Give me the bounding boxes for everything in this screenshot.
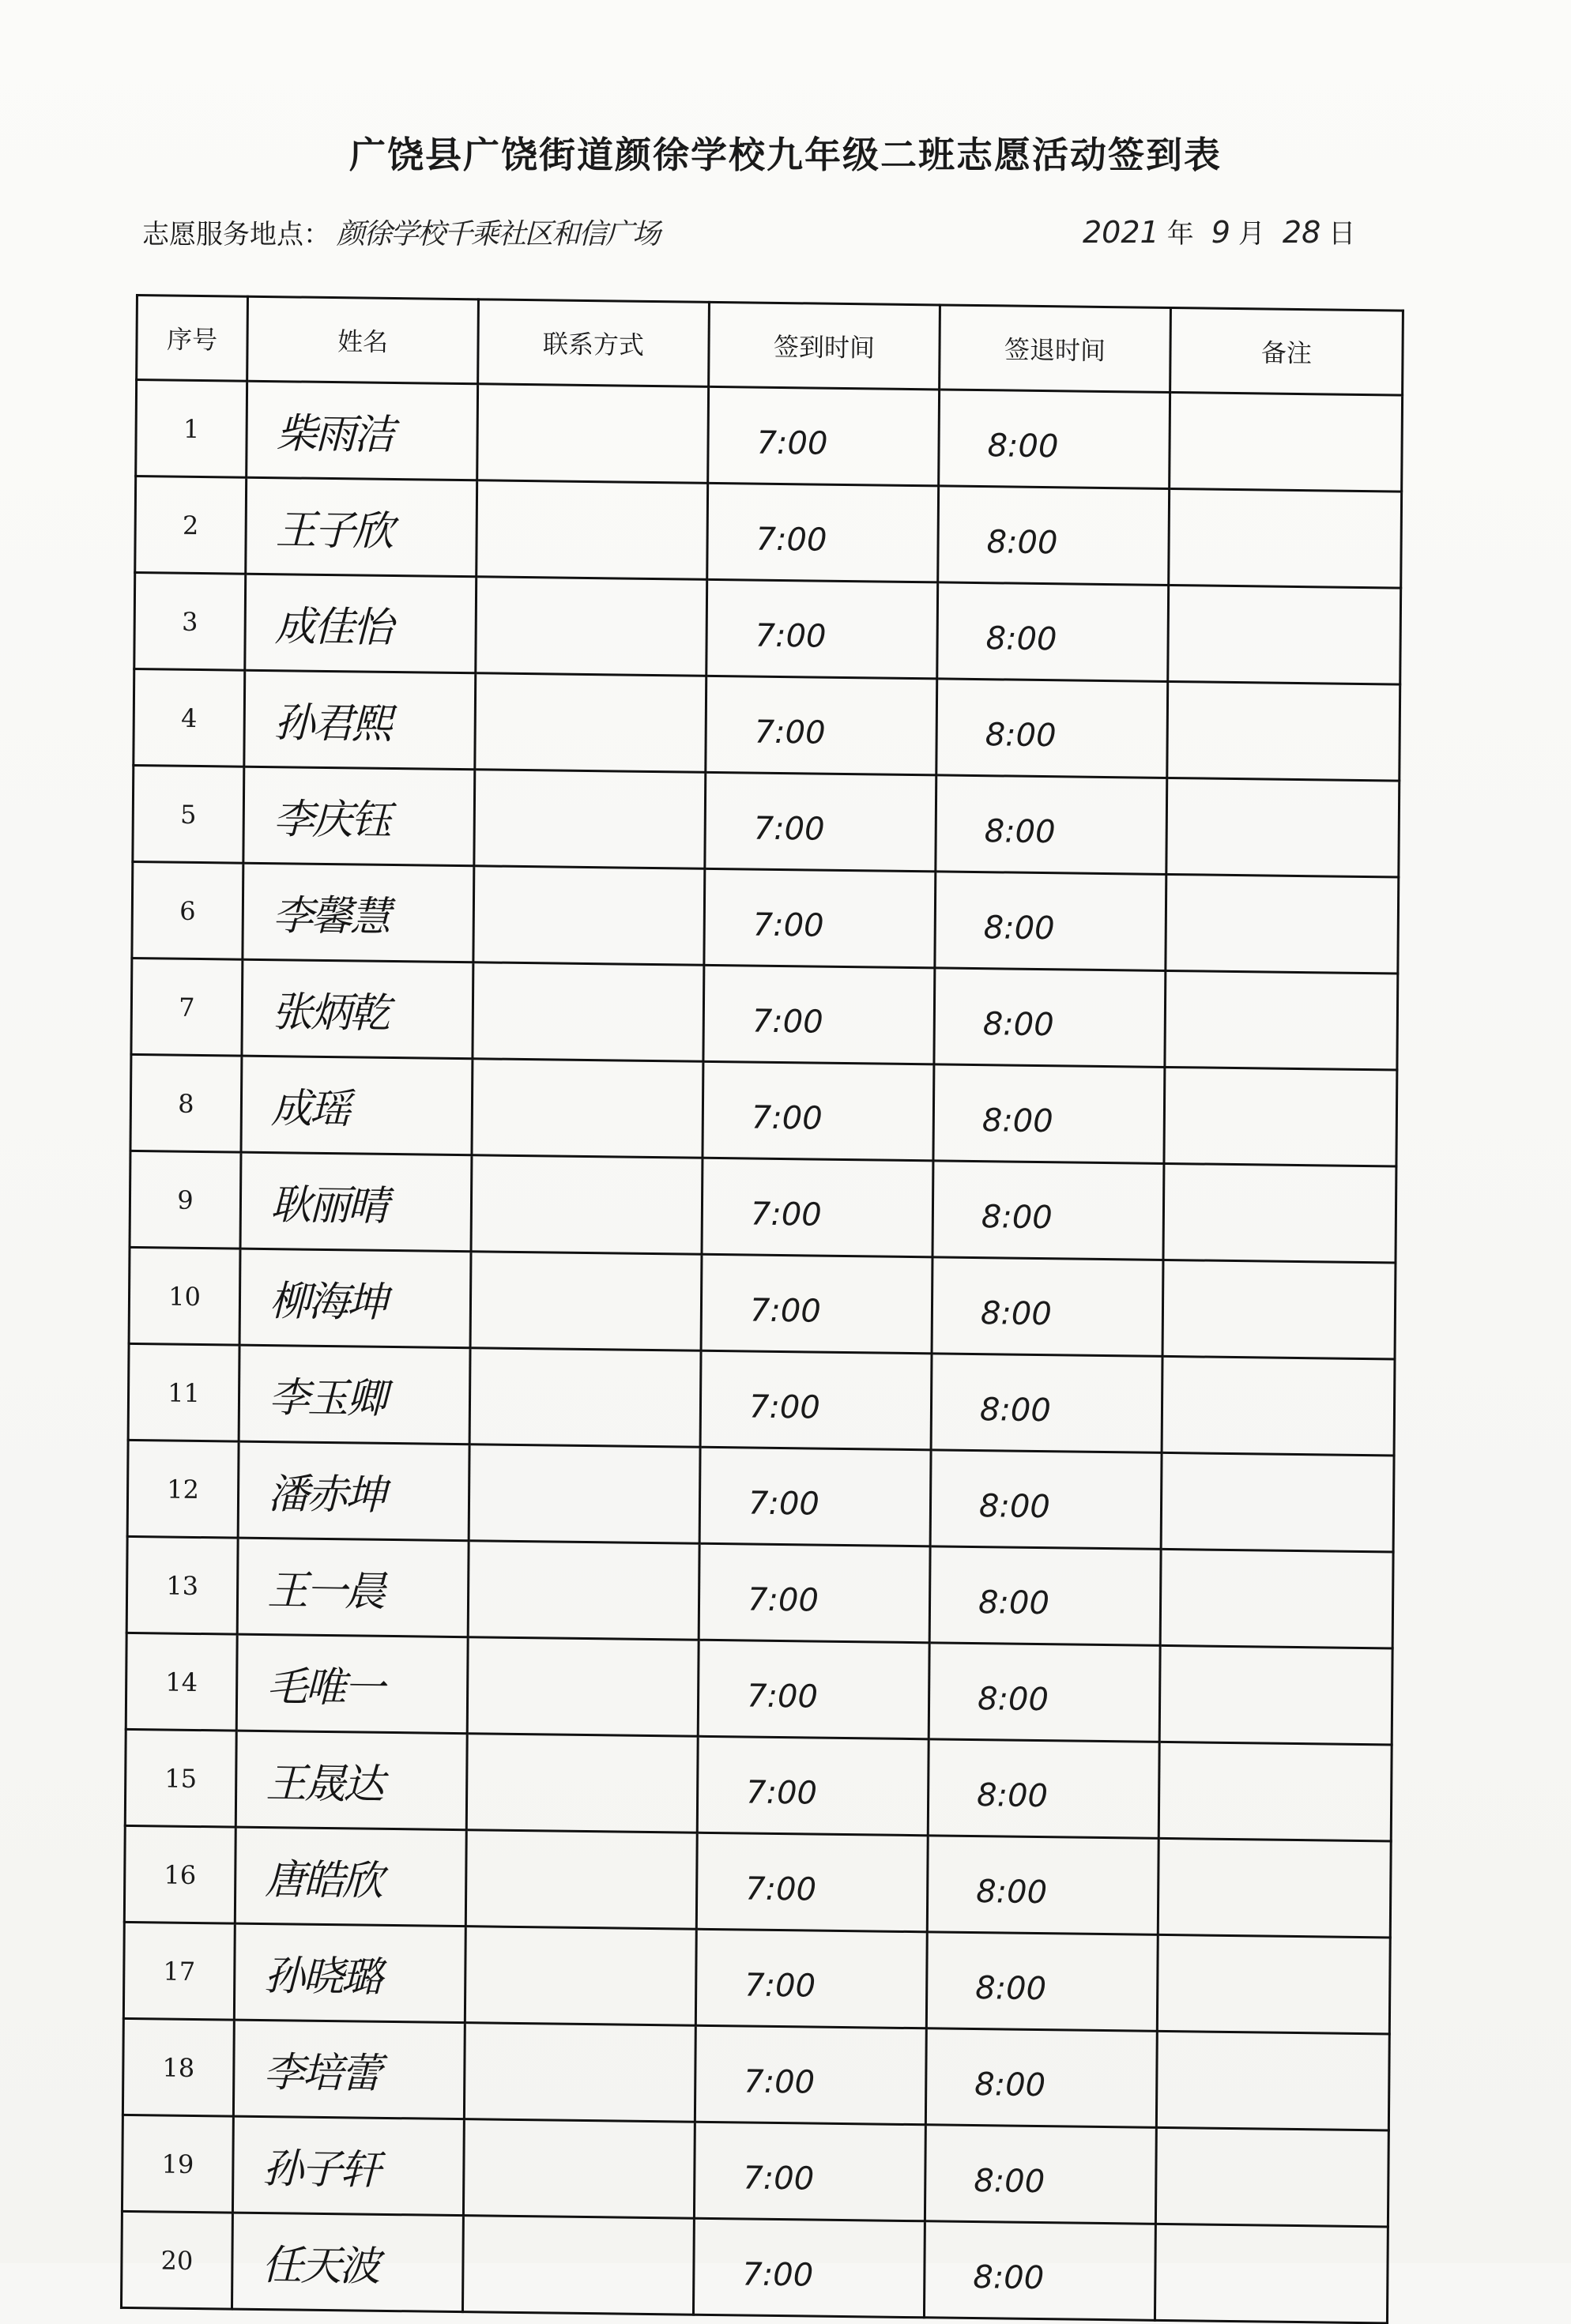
row-note <box>1155 2127 1388 2227</box>
date-day-unit: 日 <box>1328 218 1356 250</box>
row-name: 王晟达 <box>235 1731 467 1830</box>
row-name: 李培蕾 <box>233 2020 465 2119</box>
location-line <box>142 212 659 252</box>
row-note <box>1157 1934 1390 2034</box>
row-contact <box>477 384 709 484</box>
location-value: 颜徐学校千乘社区和信广场 <box>337 218 660 250</box>
column-header-note: 备注 <box>1170 307 1403 395</box>
row-sign-out-time: 8:00 <box>931 1354 1162 1453</box>
row-number: 9 <box>130 1151 241 1249</box>
row-sign-in-time: 7:00 <box>696 1832 928 1932</box>
table-row <box>126 1633 1392 1745</box>
row-sign-out-time: 8:00 <box>932 1161 1164 1260</box>
row-name: 唐皓欣 <box>235 1827 466 1927</box>
row-sign-out-time: 8:00 <box>936 775 1167 875</box>
location-label: 志愿服务地点： <box>142 219 330 250</box>
row-number: 5 <box>133 765 244 863</box>
row-contact <box>465 1830 697 1930</box>
row-number: 20 <box>121 2211 232 2309</box>
row-number: 16 <box>124 1825 235 1923</box>
row-note <box>1159 1645 1392 1745</box>
table-row <box>122 2115 1388 2227</box>
row-number: 17 <box>123 1922 235 2020</box>
row-contact <box>466 1734 698 1833</box>
date-month: 9 <box>1211 215 1230 250</box>
row-note <box>1167 681 1400 781</box>
row-name: 李玉卿 <box>239 1345 470 1444</box>
table-row <box>132 861 1399 974</box>
row-note <box>1162 1356 1395 1456</box>
date-day: 28 <box>1282 215 1321 250</box>
column-header-contact: 联系方式 <box>478 299 710 387</box>
table-row <box>127 1440 1394 1552</box>
signin-table <box>120 294 1404 2324</box>
table-row <box>126 1536 1393 1648</box>
row-note <box>1166 874 1399 974</box>
row-number: 13 <box>126 1536 238 1634</box>
row-sign-out-time: 8:00 <box>927 1836 1158 1935</box>
row-name: 潘赤坤 <box>238 1441 469 1541</box>
row-name: 柳海坤 <box>239 1249 471 1348</box>
signin-table-wrap <box>120 294 1402 2324</box>
row-note <box>1166 778 1400 877</box>
row-name: 李庆钰 <box>243 767 475 866</box>
date-year: 2021 <box>1083 215 1159 250</box>
table-row <box>134 669 1400 781</box>
row-sign-out-time: 8:00 <box>934 968 1166 1068</box>
row-note <box>1165 970 1398 1070</box>
row-sign-out-time: 8:00 <box>929 1643 1160 1742</box>
row-note <box>1158 1838 1391 1938</box>
row-number: 7 <box>131 958 243 1056</box>
row-number: 14 <box>126 1633 237 1731</box>
row-note <box>1158 1742 1392 1841</box>
row-contact <box>475 673 706 773</box>
row-sign-out-time: 8:00 <box>932 1257 1163 1357</box>
row-note <box>1170 392 1403 492</box>
table-row <box>130 1054 1397 1166</box>
column-header-no: 序号 <box>137 296 248 382</box>
row-sign-out-time: 8:00 <box>928 1739 1159 1839</box>
document-title: 广饶县广饶街道颜徐学校九年级二班志愿活动签到表 <box>349 134 1222 176</box>
table-row <box>121 2211 1388 2323</box>
row-sign-in-time: 7:00 <box>707 483 939 582</box>
column-header-name: 姓名 <box>247 296 479 384</box>
row-contact <box>477 480 708 580</box>
row-sign-in-time: 7:00 <box>699 1543 930 1643</box>
row-sign-in-time: 7:00 <box>694 2122 925 2221</box>
row-sign-out-time: 8:00 <box>938 486 1170 586</box>
row-number: 15 <box>125 1729 236 1827</box>
table-row <box>131 958 1398 1070</box>
row-sign-in-time: 7:00 <box>702 1158 933 1257</box>
row-number: 3 <box>134 572 246 670</box>
row-sign-in-time: 7:00 <box>695 2025 926 2125</box>
row-contact <box>470 1252 702 1351</box>
row-sign-out-time: 8:00 <box>930 1450 1162 1550</box>
row-name: 王子欣 <box>246 477 477 577</box>
row-name: 成瑶 <box>241 1056 473 1155</box>
table-row <box>133 765 1400 877</box>
row-sign-in-time: 7:00 <box>695 1929 927 2028</box>
row-name: 李馨慧 <box>243 863 474 962</box>
row-name: 柴雨洁 <box>247 381 478 480</box>
row-number: 4 <box>134 669 245 767</box>
row-sign-in-time: 7:00 <box>706 676 937 775</box>
row-name: 孙君熙 <box>244 670 476 770</box>
row-name: 毛唯一 <box>236 1634 468 1734</box>
row-number: 19 <box>122 2115 233 2213</box>
row-contact <box>463 2119 695 2219</box>
table-row <box>122 2018 1389 2130</box>
table-row <box>123 1922 1390 2034</box>
table-row <box>135 476 1402 589</box>
table-row <box>134 572 1401 684</box>
row-sign-in-time: 7:00 <box>701 1254 932 1354</box>
table-row <box>130 1151 1396 1263</box>
row-number: 18 <box>122 2018 234 2116</box>
row-sign-out-time: 8:00 <box>936 679 1168 778</box>
table-header-row <box>137 296 1403 396</box>
row-note <box>1169 488 1402 588</box>
row-sign-in-time: 7:00 <box>703 965 935 1064</box>
table-row <box>125 1729 1392 1841</box>
row-number: 1 <box>136 380 247 478</box>
row-name: 任天波 <box>232 2213 463 2312</box>
row-sign-in-time: 7:00 <box>708 386 940 486</box>
row-name: 孙晓璐 <box>234 1923 465 2023</box>
row-note <box>1162 1260 1396 1359</box>
row-contact <box>473 962 704 1062</box>
row-contact <box>472 1059 703 1158</box>
row-number: 10 <box>129 1247 240 1345</box>
row-sign-out-time: 8:00 <box>924 2221 1155 2321</box>
row-sign-in-time: 7:00 <box>700 1350 932 1450</box>
row-sign-in-time: 7:00 <box>704 868 936 968</box>
row-sign-out-time: 8:00 <box>933 1064 1165 1164</box>
row-sign-in-time: 7:00 <box>699 1447 931 1546</box>
row-contact <box>469 1444 700 1544</box>
row-note <box>1168 585 1401 684</box>
row-contact <box>467 1637 699 1737</box>
table-row <box>128 1343 1395 1456</box>
row-contact <box>474 770 706 869</box>
row-number: 6 <box>132 861 243 959</box>
row-sign-out-time: 8:00 <box>939 390 1170 489</box>
row-name: 孙子轩 <box>232 2116 464 2216</box>
row-contact <box>468 1541 699 1640</box>
row-note <box>1160 1549 1393 1648</box>
row-sign-in-time: 7:00 <box>698 1640 929 1739</box>
column-header-sign-in: 签到时间 <box>709 302 940 390</box>
row-sign-out-time: 8:00 <box>925 2125 1156 2224</box>
row-sign-out-time: 8:00 <box>925 2028 1157 2128</box>
row-number: 8 <box>130 1054 242 1152</box>
row-sign-in-time: 7:00 <box>705 772 936 872</box>
date-line <box>1083 212 1373 250</box>
row-contact <box>473 866 705 966</box>
date-year-unit: 年 <box>1166 218 1194 250</box>
row-note <box>1163 1163 1396 1263</box>
date-month-unit: 月 <box>1238 218 1265 250</box>
row-name: 王一晨 <box>237 1538 469 1637</box>
row-note <box>1161 1452 1394 1552</box>
row-contact <box>469 1348 701 1448</box>
table-row <box>124 1825 1391 1938</box>
row-sign-out-time: 8:00 <box>937 582 1169 682</box>
row-note <box>1164 1067 1397 1166</box>
row-name: 成佳怡 <box>245 574 477 673</box>
row-number: 11 <box>128 1343 239 1441</box>
row-sign-out-time: 8:00 <box>926 1932 1158 2032</box>
row-contact <box>462 2216 694 2315</box>
row-note <box>1156 2031 1389 2130</box>
row-contact <box>471 1155 703 1255</box>
row-name: 耿丽晴 <box>240 1152 472 1252</box>
row-contact <box>464 2023 695 2122</box>
row-contact <box>476 577 707 676</box>
row-sign-in-time: 7:00 <box>697 1736 929 1836</box>
table-row <box>136 380 1403 492</box>
row-sign-out-time: 8:00 <box>935 872 1166 971</box>
row-name: 张炳乾 <box>242 959 473 1059</box>
row-number: 12 <box>127 1440 239 1538</box>
row-note <box>1155 2224 1388 2323</box>
row-sign-in-time: 7:00 <box>693 2218 925 2318</box>
row-sign-in-time: 7:00 <box>703 1061 934 1161</box>
table-row <box>129 1247 1396 1359</box>
column-header-sign-out: 签退时间 <box>940 305 1171 393</box>
row-sign-in-time: 7:00 <box>706 579 938 679</box>
row-contact <box>465 1927 696 2026</box>
row-sign-out-time: 8:00 <box>929 1546 1161 1646</box>
row-number: 2 <box>135 476 247 574</box>
